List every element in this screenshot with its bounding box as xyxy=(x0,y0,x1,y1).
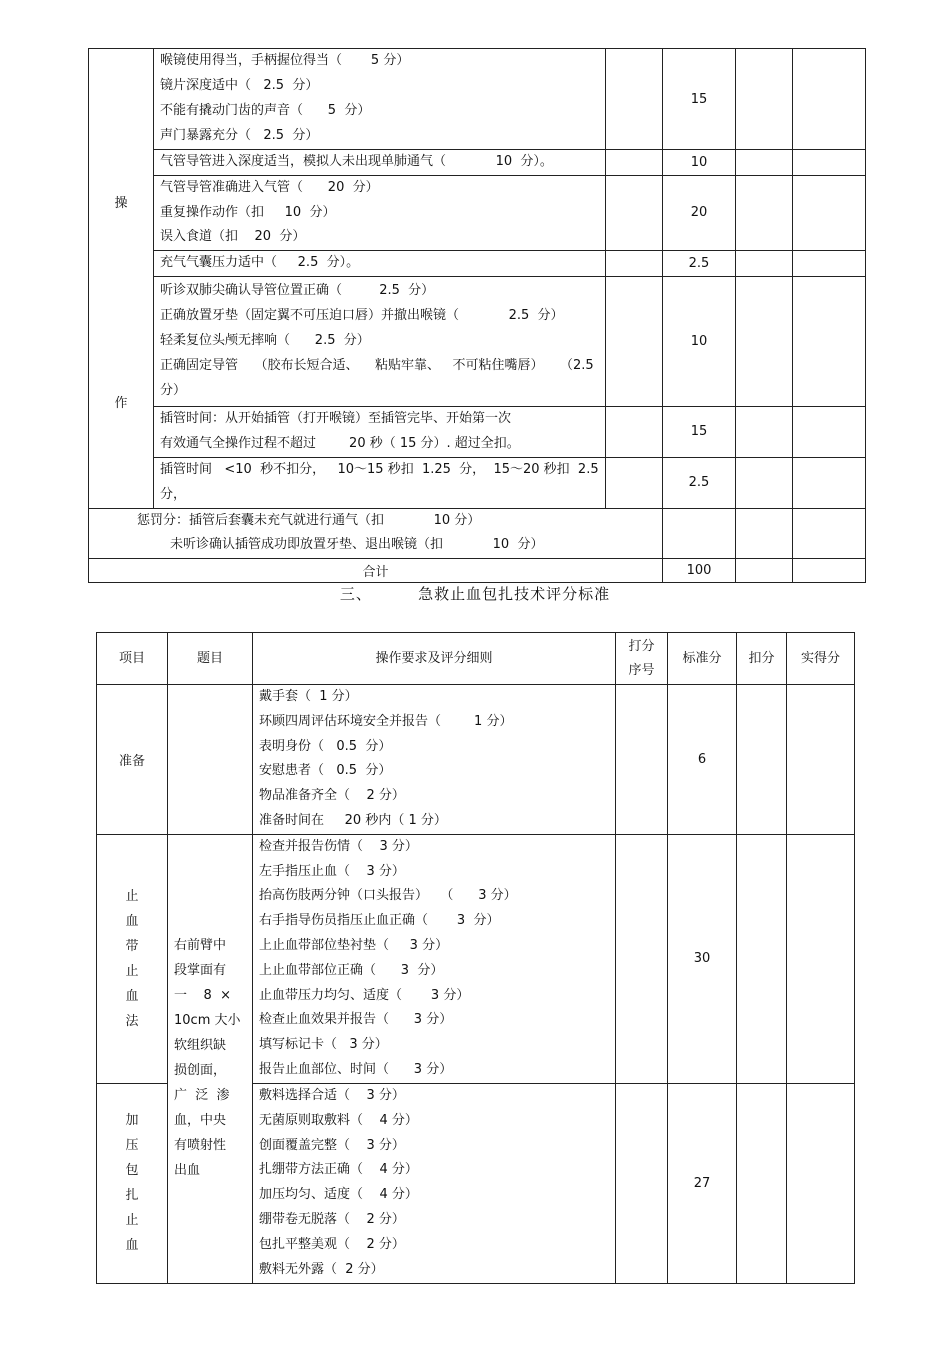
topic-line: 血，中央 xyxy=(174,1112,227,1128)
requirement-line: 止血带压力均匀、适度（ 3 分） xyxy=(259,987,470,1003)
requirement-cell xyxy=(154,150,606,176)
table-row xyxy=(97,834,855,1083)
standard-score: 27 xyxy=(668,1083,737,1283)
topic-line: 右前臂中 xyxy=(174,937,227,953)
item-cell: 准备 xyxy=(97,685,168,835)
total-row xyxy=(89,559,866,583)
deduction-cell xyxy=(737,685,787,835)
order-cell xyxy=(606,49,663,150)
actual-score-cell xyxy=(793,150,866,176)
deduction-cell xyxy=(737,1083,787,1283)
requirement-line: 气管导管准确进入气管（ 20 分） xyxy=(160,179,379,195)
topic-cell xyxy=(168,685,253,835)
standard-score: 20 xyxy=(663,175,736,250)
penalty-line: 惩罚分：插管后套囊未充气就进行通气（扣 10 分） xyxy=(137,512,481,528)
order-cell xyxy=(606,175,663,250)
table-row xyxy=(89,251,866,277)
table-row xyxy=(97,685,855,835)
requirement-line: 上止血带部位垫衬垫（ 3 分） xyxy=(259,937,449,953)
requirement-line: 绷带卷无脱落（ 2 分） xyxy=(259,1212,405,1228)
requirement-cell xyxy=(154,406,606,457)
requirement-line: 扎绷带方法正确（ 4 分） xyxy=(259,1162,418,1178)
item-cell xyxy=(97,1083,168,1283)
requirement-line: 轻柔复位头颅无摔响（ 2.5 分） xyxy=(160,333,370,349)
requirement-line: 误入食道（扣 20 分） xyxy=(160,229,306,245)
requirement-line: 镜片深度适中（ 2.5 分） xyxy=(160,78,319,94)
actual-score-cell xyxy=(787,685,855,835)
requirement-line: 抬高伤肢两分钟（口头报告） （ 3 分） xyxy=(259,888,517,904)
requirement-line: 填写标记卡（ 3 分） xyxy=(259,1037,388,1053)
deduction-cell xyxy=(736,175,793,250)
item-cell xyxy=(97,834,168,1083)
order-cell xyxy=(606,276,663,406)
header-deduction: 扣分 xyxy=(737,633,787,685)
requirement-cell xyxy=(154,276,606,406)
table-row xyxy=(89,406,866,457)
operation-cell xyxy=(89,49,154,509)
requirement-line: 物品准备齐全（ 2 分） xyxy=(259,788,405,804)
requirement-cell xyxy=(253,1083,616,1283)
requirement-cell xyxy=(154,175,606,250)
total-score: 100 xyxy=(663,559,736,583)
header-order-line: 打分 xyxy=(628,638,655,654)
topic-line: 段掌面有 xyxy=(174,962,227,978)
topic-cell xyxy=(168,834,253,1283)
table-row xyxy=(89,175,866,250)
actual-score-cell xyxy=(793,508,866,559)
standard-score: 30 xyxy=(668,834,737,1083)
deduction-cell xyxy=(736,150,793,176)
actual-score-cell xyxy=(793,276,866,406)
table-row xyxy=(89,508,866,559)
order-cell xyxy=(616,1083,668,1283)
requirement-line: 分） xyxy=(160,382,187,398)
requirement-line: 环顾四周评估环境安全并报告（ 1 分） xyxy=(259,713,513,729)
requirement-line: 声门暴露充分（ 2.5 分） xyxy=(160,127,319,143)
requirement-cell xyxy=(253,685,616,835)
penalty-cell xyxy=(89,508,663,559)
standard-score: 2.5 xyxy=(663,251,736,277)
item-char: 带 xyxy=(125,938,139,954)
total-label: 合计 xyxy=(89,559,663,583)
requirement-line: 无菌原则取敷料（ 4 分） xyxy=(259,1112,418,1128)
item-char: 血 xyxy=(125,913,139,929)
actual-score-cell xyxy=(793,175,866,250)
requirement-line: 分， xyxy=(160,486,187,502)
penalty-line: 未听诊确认插管成功即放置牙垫、退出喉镜（扣 10 分） xyxy=(137,537,544,553)
item-char: 止 xyxy=(125,1213,139,1229)
requirement-line: 敷料无外露（ 2 分） xyxy=(259,1261,384,1277)
item-char: 加 xyxy=(125,1113,139,1129)
order-cell xyxy=(606,457,663,508)
header-standard: 标准分 xyxy=(668,633,737,685)
deduction-cell xyxy=(736,49,793,150)
deduction-cell xyxy=(736,251,793,277)
topic-line: 10cm 大小 xyxy=(174,1012,241,1028)
table-row xyxy=(89,276,866,406)
requirement-line: 插管时间 <10 秒不扣分， 10～15 秒扣 1.25 分， 15～20 秒扣 2.5 xyxy=(160,461,599,477)
topic-line: 损创面， xyxy=(174,1062,227,1078)
section-title: 三、 急救止血包扎技术评分标准 xyxy=(339,585,611,603)
requirement-cell xyxy=(154,49,606,150)
deduction-cell xyxy=(736,559,793,583)
hemostasis-scoring-table xyxy=(96,632,855,1284)
standard-score: 10 xyxy=(663,276,736,406)
actual-score-cell xyxy=(793,559,866,583)
requirement-cell xyxy=(154,457,606,508)
requirement-line: 气管导管进入深度适当，模拟人未出现单肺通气（ 10 分）。 xyxy=(160,154,553,169)
deduction-cell xyxy=(736,508,793,559)
actual-score-cell xyxy=(793,406,866,457)
requirement-line: 重复操作动作（扣 10 分） xyxy=(160,204,336,220)
requirement-line: 正确放置牙垫（固定翼不可压迫口唇）并撤出喉镜（ 2.5 分） xyxy=(160,308,564,324)
header-order-line: 序号 xyxy=(628,662,655,678)
order-cell xyxy=(606,251,663,277)
standard-score: 15 xyxy=(663,406,736,457)
requirement-line: 加压均匀、适度（ 4 分） xyxy=(259,1187,418,1203)
requirement-line: 右手指导伤员指压止血正确（ 3 分） xyxy=(259,913,500,929)
item-char: 扎 xyxy=(125,1188,139,1204)
header-item: 项目 xyxy=(97,633,168,685)
standard-score-cell xyxy=(663,508,736,559)
item-char: 包 xyxy=(125,1163,139,1179)
table-row xyxy=(89,49,866,150)
order-cell xyxy=(616,834,668,1083)
topic-line: 软组织缺 xyxy=(174,1037,227,1053)
requirement-line: 上止血带部位正确（ 3 分） xyxy=(259,962,444,978)
table-row xyxy=(89,150,866,176)
actual-score-cell xyxy=(793,251,866,277)
operation-label-top: 操 xyxy=(114,196,128,211)
item-char: 血 xyxy=(125,1238,139,1254)
item-char: 血 xyxy=(125,988,139,1004)
requirement-line: 创面覆盖完整（ 3 分） xyxy=(259,1137,405,1153)
actual-score-cell xyxy=(787,1083,855,1283)
requirement-line: 安慰患者（ 0.5 分） xyxy=(259,763,392,779)
item-char: 止 xyxy=(125,888,139,904)
header-order xyxy=(616,633,668,685)
actual-score-cell xyxy=(793,49,866,150)
deduction-cell xyxy=(737,834,787,1083)
requirement-line: 表明身份（ 0.5 分） xyxy=(259,738,392,754)
header-actual: 实得分 xyxy=(787,633,855,685)
requirement-line: 包扎平整美观（ 2 分） xyxy=(259,1236,405,1252)
requirement-cell xyxy=(154,251,606,277)
requirement-line: 不能有撬动门齿的声音（ 5 分） xyxy=(160,103,371,118)
requirement-line: 听诊双肺尖确认导管位置正确（ 2.5 分） xyxy=(160,283,435,299)
requirement-line: 正确固定导管 （胶布长短合适、 粘贴牢靠、 不可粘住嘴唇） （2.5 xyxy=(160,357,594,373)
requirement-line: 戴手套（ 1 分） xyxy=(259,689,358,704)
standard-score: 6 xyxy=(668,685,737,835)
requirement-line: 报告止血部位、时间（ 3 分） xyxy=(259,1061,453,1077)
operation-label-bottom: 作 xyxy=(114,396,128,411)
actual-score-cell xyxy=(787,834,855,1083)
deduction-cell xyxy=(736,457,793,508)
topic-line: 一 8 × xyxy=(174,987,231,1003)
requirement-line: 插管时间：从开始插管（打开喉镜）至插管完毕、开始第一次 xyxy=(160,411,512,427)
intubation-scoring-table xyxy=(88,48,866,583)
requirement-cell xyxy=(253,834,616,1083)
order-cell xyxy=(606,406,663,457)
requirement-line: 检查止血效果并报告（ 3 分） xyxy=(259,1012,453,1028)
requirement-line: 准备时间在 20 秒内（ 1 分） xyxy=(259,812,447,828)
requirement-line: 检查并报告伤情（ 3 分） xyxy=(259,838,418,854)
item-char: 法 xyxy=(125,1013,139,1029)
standard-score: 2.5 xyxy=(663,457,736,508)
requirement-line: 喉镜使用得当，手柄握位得当（ 5 分） xyxy=(160,53,410,69)
standard-score: 15 xyxy=(663,49,736,150)
header-requirements: 操作要求及评分细则 xyxy=(253,633,616,685)
requirement-line: 敷料选择合适（ 3 分） xyxy=(259,1088,405,1104)
order-cell xyxy=(616,685,668,835)
topic-line: 有喷射性 xyxy=(174,1137,227,1153)
table-row xyxy=(89,457,866,508)
topic-line: 广 泛 渗 xyxy=(174,1087,230,1103)
header-topic: 题目 xyxy=(168,633,253,685)
deduction-cell xyxy=(736,406,793,457)
item-char: 止 xyxy=(125,963,139,979)
requirement-line: 充气气囊压力适中（ 2.5 分）。 xyxy=(160,255,360,271)
actual-score-cell xyxy=(793,457,866,508)
standard-score: 10 xyxy=(663,150,736,176)
order-cell xyxy=(606,150,663,176)
header-row xyxy=(97,633,855,685)
deduction-cell xyxy=(736,276,793,406)
requirement-line: 左手指压止血（ 3 分） xyxy=(259,863,405,879)
item-char: 压 xyxy=(125,1138,139,1154)
topic-line: 出血 xyxy=(174,1162,201,1178)
requirement-line: 有效通气全操作过程不超过 20 秒（ 15 分）. 超过全扣。 xyxy=(160,435,520,451)
